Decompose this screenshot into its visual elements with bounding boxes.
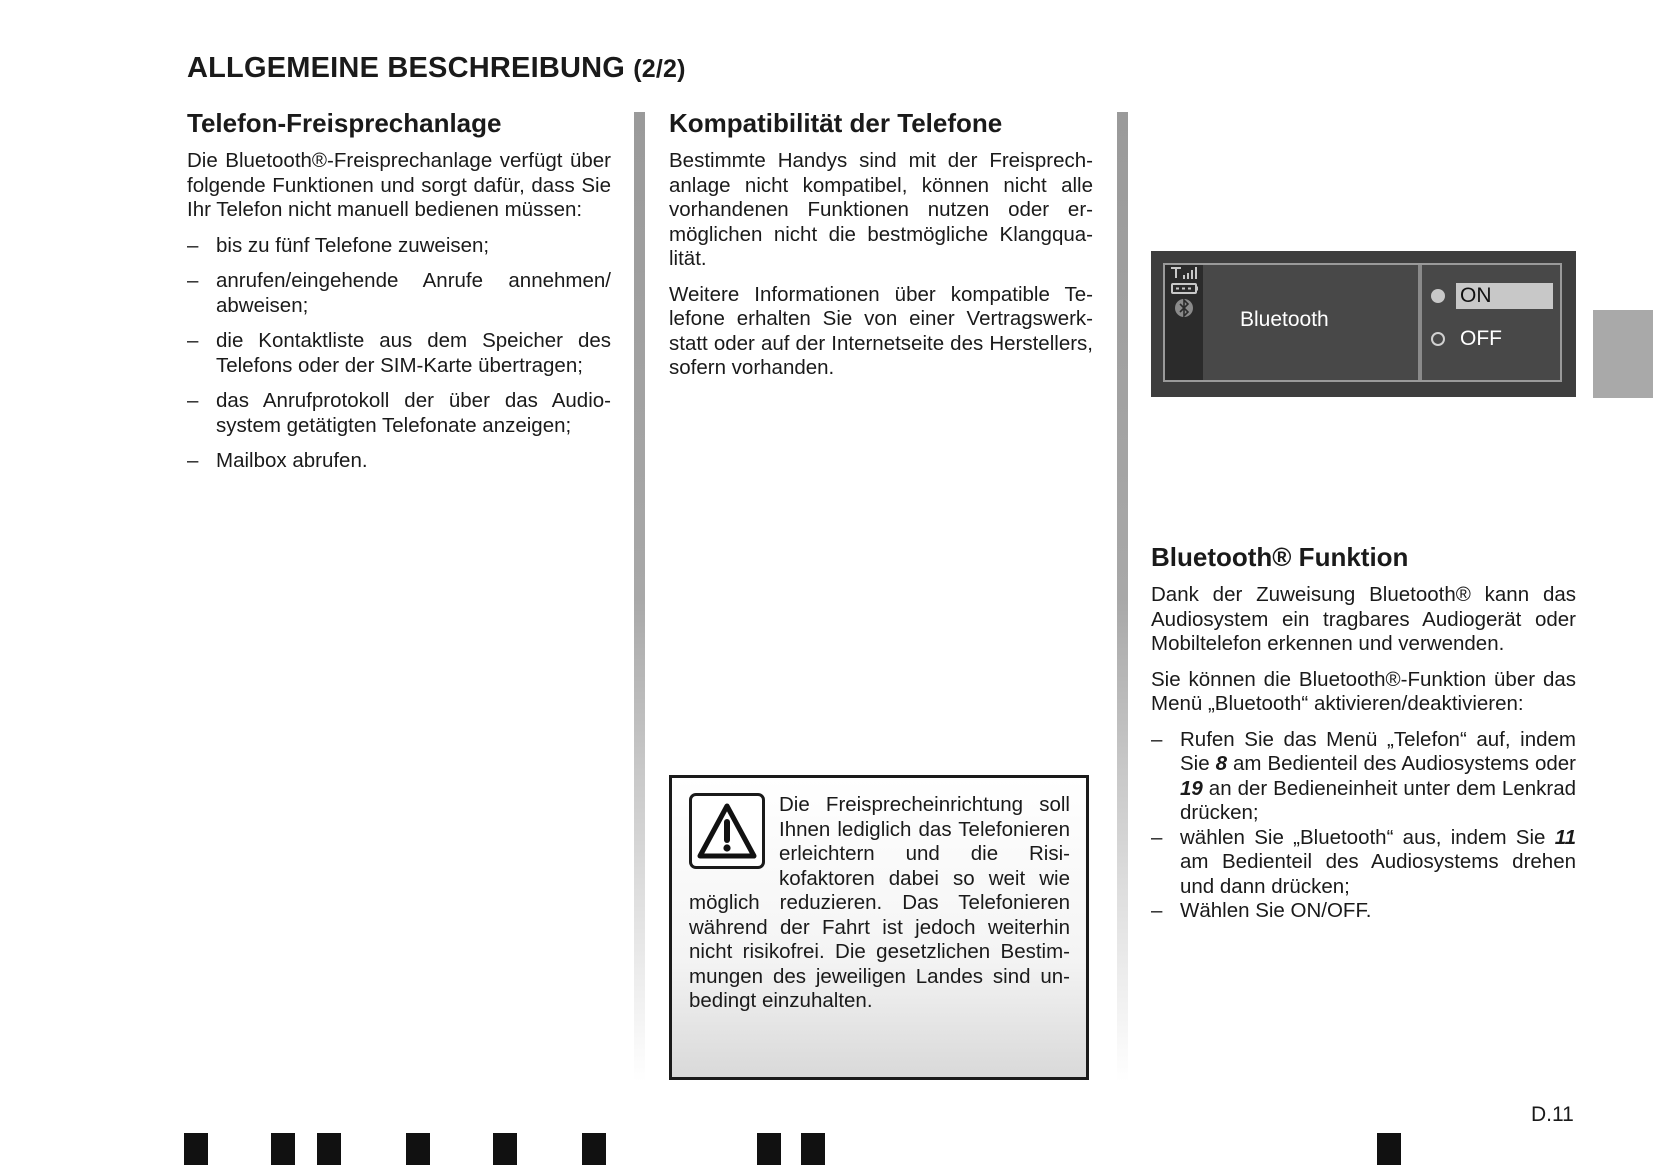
- section-heading: Kompatibilität der Telefone: [669, 108, 1003, 138]
- menu-label: Bluetooth: [1240, 308, 1329, 331]
- section-heading: Bluetooth® Funktion: [1151, 542, 1409, 572]
- list-item: – Mailbox abrufen.: [187, 449, 368, 472]
- list-item: – bis zu fünf Telefone zuweisen;: [187, 233, 490, 257]
- paragraph: Sie können die Bluetooth®-Funktion über das Menü „Bluetooth“ aktivieren/deaktivieren:: [1151, 667, 1576, 715]
- registration-mark: [582, 1133, 606, 1165]
- option-on[interactable]: [1431, 283, 1553, 309]
- warning-text: Die Freisprecheinrichtung soll Ihnen lediglich das Telefonieren erleichtern und die Risikofaktoren dabei so weit wie möglich reduzieren. Das Telefonieren während der Fahrt ist jedoch weiterhin nicht risikofrei. Die gesetzlichen Bestimmungen des jeweiligen Landes sind unbedingt einzuhalten.: [689, 793, 1070, 1012]
- paragraph: Bestimmte Handys sind mit der Freisprechanlage nicht kompatibel, können nicht alle vorhandenen Funktionen nutzen oder ermöglichen nicht die bestmögliche Klangqualität.: [669, 149, 1093, 270]
- registration-mark: [406, 1133, 430, 1165]
- registration-mark: [757, 1133, 781, 1165]
- page-title-suffix: (2/2): [633, 55, 686, 83]
- registration-mark: [271, 1133, 295, 1165]
- warning-box: [669, 775, 1089, 1080]
- radio-unselected-icon: [1431, 332, 1445, 346]
- page-title: [187, 52, 686, 85]
- status-icon-strip: [1165, 265, 1203, 380]
- column-separator: [634, 112, 645, 1082]
- chapter-tab: [1593, 310, 1653, 398]
- list-item: – wählen Sie „Bluetooth“ aus, indem Sie 11 am Bedienteil des Audiosystems drehen und dann drücken;: [1151, 825, 1576, 898]
- section-intro: Die Bluetooth®-Freisprechanlage verfügt über folgende Funktionen und sorgt dafür, dass Sie Ihr Telefon nicht manuell bedienen müssen:: [187, 149, 611, 221]
- list-item: – Wählen Sie ON/OFF.: [1151, 899, 1372, 922]
- registration-mark: [317, 1133, 341, 1165]
- option-on-label: ON: [1456, 283, 1553, 309]
- steps-list: [1151, 728, 1576, 924]
- list-item: – Rufen Sie das Menü „Telefon“ auf, indem Sie 8 am Bedienteil des Audiosystems oder 19 an der Bedieneinheit unter dem Lenkrad drücken;: [1151, 727, 1577, 824]
- section-bluetooth-function: [1151, 541, 1576, 924]
- registration-mark: [801, 1133, 825, 1165]
- option-off[interactable]: [1431, 326, 1553, 352]
- bluetooth-icon: [1175, 299, 1193, 317]
- paragraph: Dank der Zuweisung Bluetooth® kann das Audiosystem ein tragbares Audiogerät oder Mobiltelefon erkennen und verwenden.: [1151, 583, 1576, 655]
- section-handsfree: [187, 107, 611, 485]
- list-item: – das Anrufprotokoll der über das Audiosystem getätigten Telefonate anzeigen;: [187, 389, 611, 437]
- bluetooth-menu-screen: [1151, 251, 1576, 397]
- section-heading: Telefon-Freisprechanlage: [187, 108, 502, 138]
- registration-mark: [1377, 1133, 1401, 1165]
- screen-frame: [1163, 263, 1562, 382]
- registration-mark: [493, 1133, 517, 1165]
- status-icons: [1165, 265, 1203, 325]
- option-off-label: OFF: [1460, 327, 1502, 350]
- paragraph: Weitere Informationen über kompatible Telefone erhalten Sie von einer Vertragswerkstatt oder auf der Internetseite des Herstellers, sofern vorhanden.: [669, 282, 1093, 379]
- feature-list: [187, 234, 611, 474]
- section-compatibility: [669, 107, 1093, 392]
- column-separator: [1117, 112, 1128, 1082]
- screen-divider: [1418, 265, 1422, 380]
- warning-triangle-icon: [689, 793, 765, 869]
- battery-icon: [1172, 284, 1198, 293]
- page-number: D.11: [1531, 1103, 1574, 1126]
- signal-icon: [1171, 267, 1197, 279]
- radio-selected-icon: [1431, 289, 1445, 303]
- page-title-text: ALLGEMEINE BESCHREIBUNG: [187, 52, 626, 84]
- list-item: – die Kontaktliste aus dem Speicher des Telefons oder der SIM-Karte übertragen;: [187, 329, 611, 377]
- list-item: – anrufen/eingehende Anrufe annehmen/ abweisen;: [187, 269, 611, 317]
- registration-mark: [184, 1133, 208, 1165]
